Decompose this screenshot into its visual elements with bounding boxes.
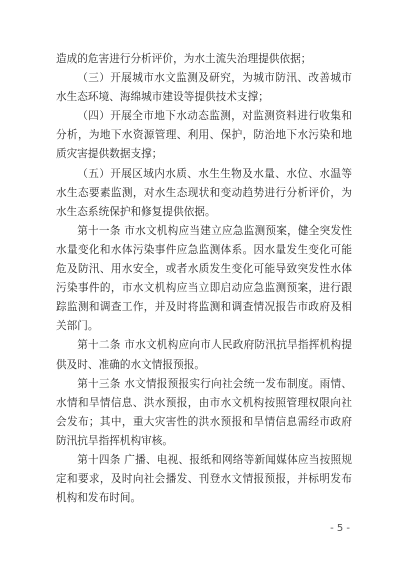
page-number: - 5 -	[330, 523, 350, 534]
paragraph-article-12: 第十二条 市水文机构应向市人民政府防汛抗旱指挥机构提供及时、准确的水文情报预报。	[56, 339, 352, 371]
body-text	[56, 50, 352, 508]
paragraph-item-5: （五）开展区域内水质、水生生物及水量、水位、水温等水生态要素监测，对水生态现状和变动趋势进行分析评价，为水生态系统保护和修复提供依据。	[56, 167, 352, 218]
paragraph-item-4: （四）开展全市地下水动态监测，对监测资料进行收集和分析，为地下水资源管理、利用、保护，防治地下水污染和地质灾害提供数据支撑；	[56, 110, 352, 161]
paragraph-item-3: （三）开展城市水文监测及研究，为城市防汛、改善城市水生态环境、海绵城市建设等提供技术支撑；	[56, 72, 352, 104]
paragraph-article-11: 第十一条 市水文机构应当建立应急监测预案，健全突发性水量变化和水体污染事件应急监测体系。因水量发生变化可能危及防汛、用水安全，或者水质发生变化可能导致突发性水体污染事件的，市水文机构应当立即启动应急监测预案，进行跟踪监测和调查工作，并及时将监测和调查情况报告市政府及相关部门。	[56, 224, 352, 333]
paragraph-article-14: 第十四条 广播、电视、报纸和网络等新闻媒体应当按照规定和要求，及时向社会播发、刊登水文情报预报，并标明发布机构和发布时间。	[56, 453, 352, 505]
paragraph-article-13: 第十三条 水文情报预报实行向社会统一发布制度。雨情、水情和旱情信息、洪水预报，由市水文机构按照管理权限向社会发布；其中，重大灾害性的洪水预报和旱情信息需经市政府防汛抗旱指挥机构审核。	[56, 377, 352, 447]
paragraph-continuation: 造成的危害进行分析评价，为水土流失治理提供依据；	[56, 53, 312, 65]
